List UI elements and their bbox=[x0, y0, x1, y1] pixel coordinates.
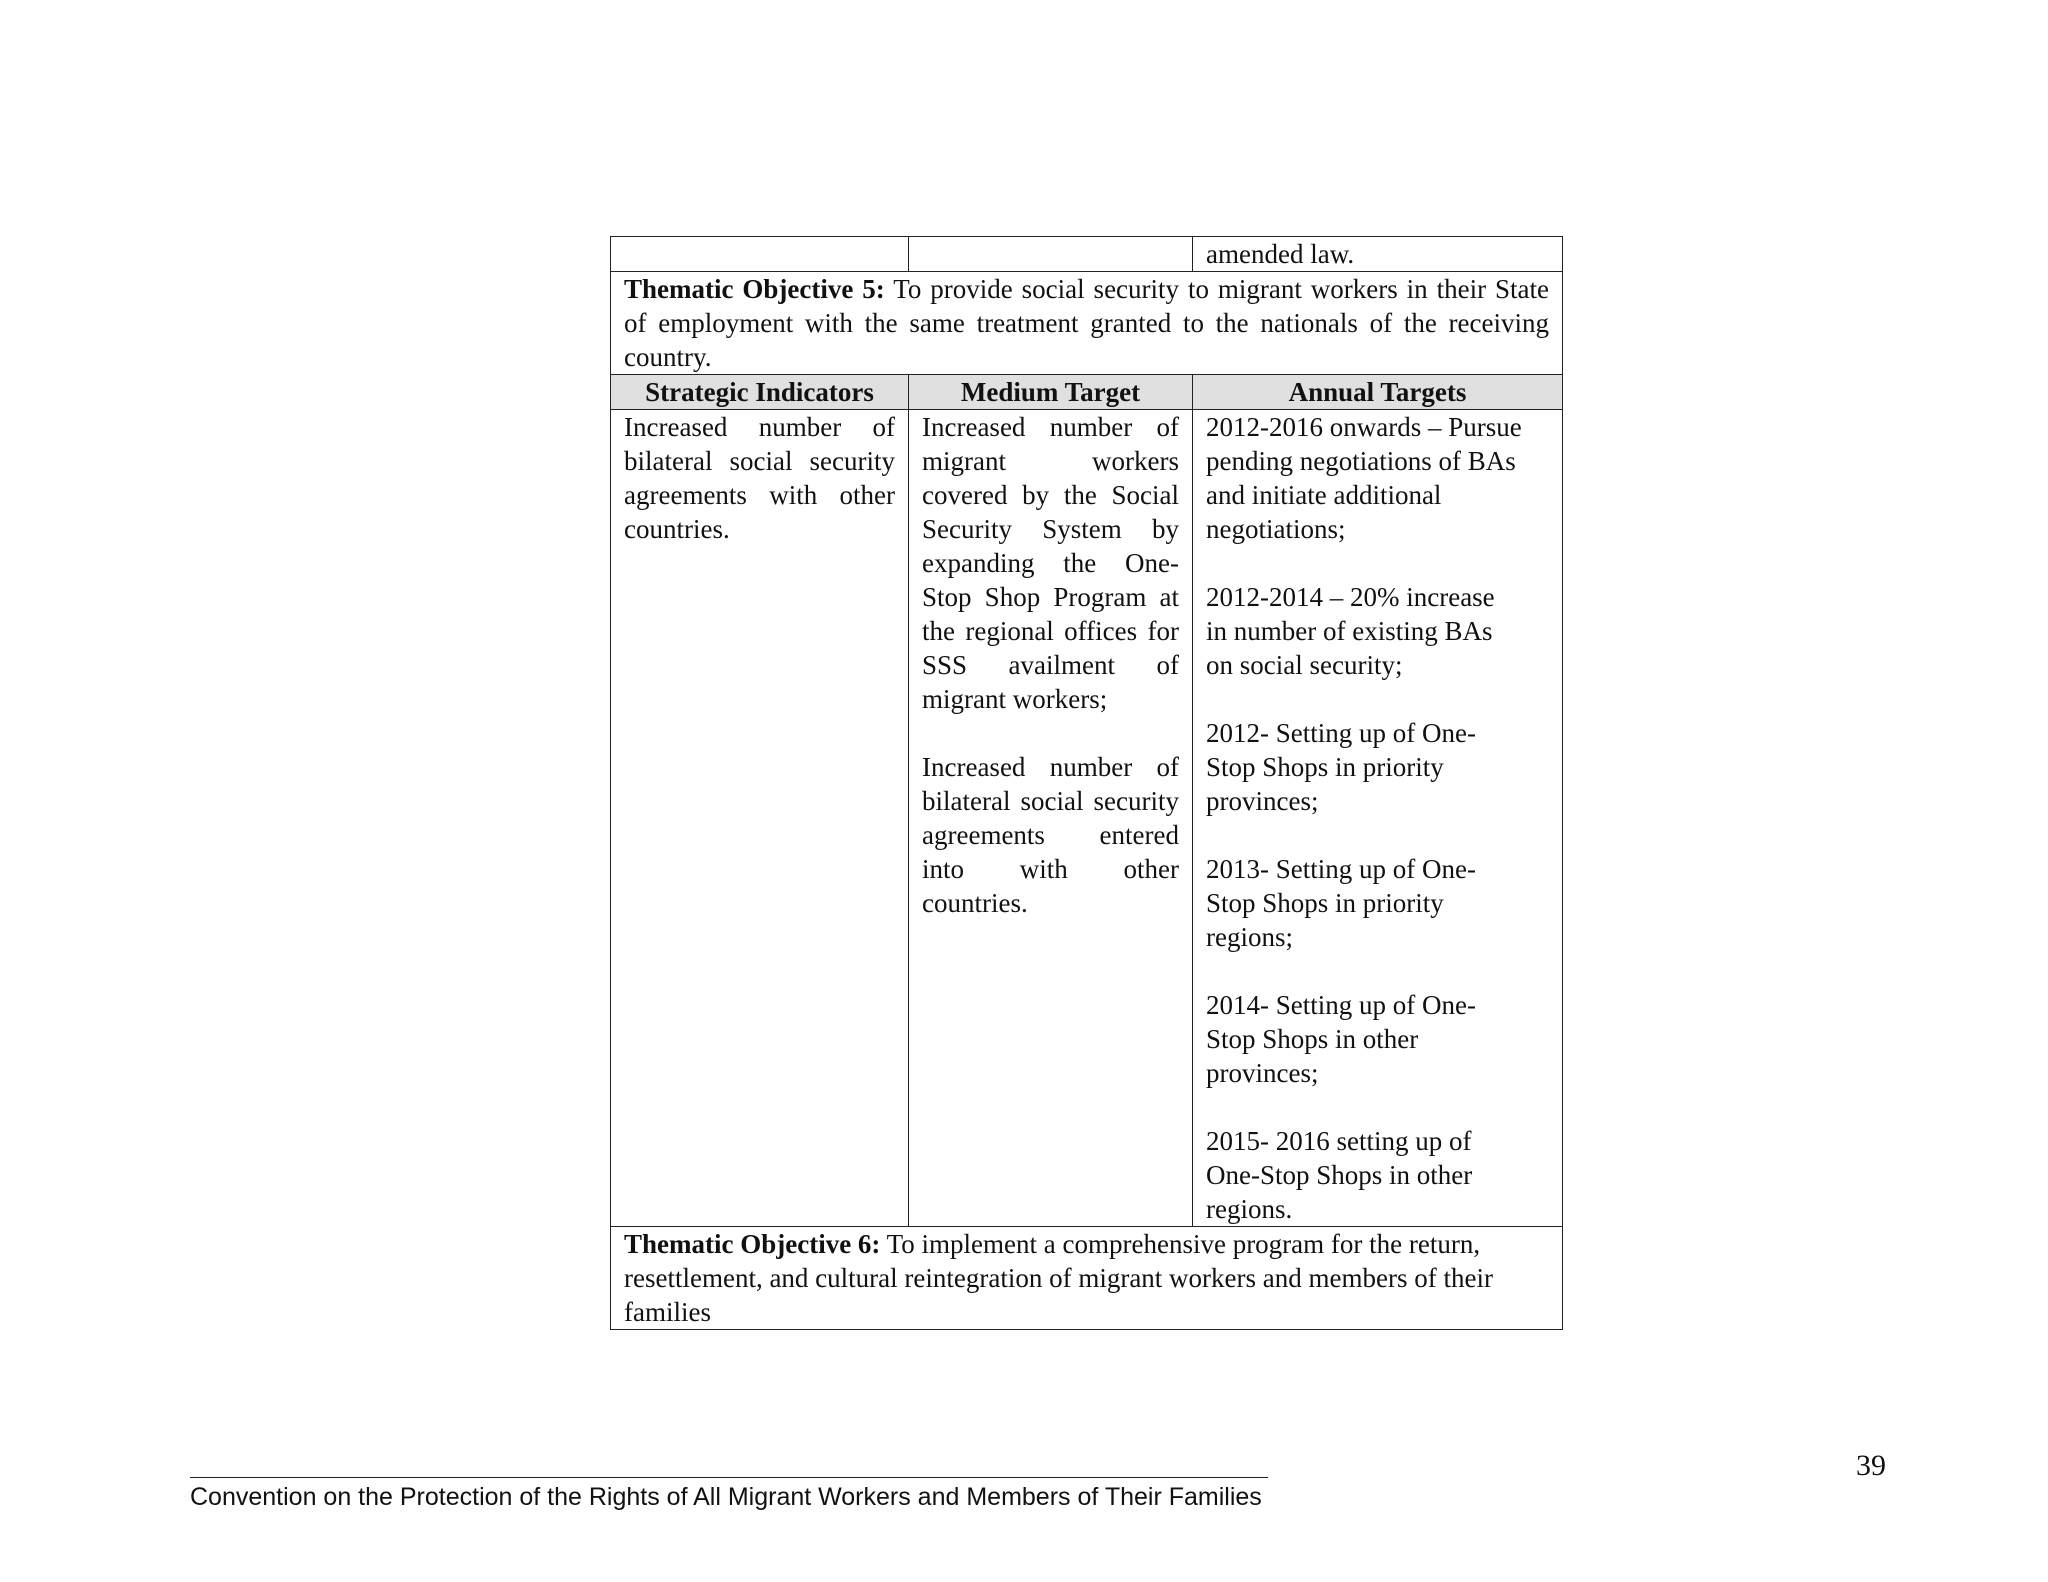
annual-target-item: 2015- 2016 setting up of One-Stop Shops in other regions. bbox=[1206, 1126, 1473, 1224]
table-header-row bbox=[611, 375, 1563, 410]
continuation-cell-3: amended law. bbox=[1193, 237, 1563, 272]
page-number: 39 bbox=[1856, 1449, 1886, 1482]
annual-targets-cell bbox=[1193, 410, 1563, 1227]
continuation-row bbox=[611, 237, 1563, 272]
annual-target-item: 2012-2016 onwards – Pursue pending negotiations of BAs and initiate additional negotiations; bbox=[1206, 412, 1522, 544]
medium-target-item: Increased number of bilateral social security agreements entered into with other countries. bbox=[922, 752, 1179, 918]
objective-6-text: To implement a comprehensive program for the return, resettlement, and cultural reintegration of migrant workers and members of their families bbox=[624, 1229, 1493, 1327]
header-annual-targets: Annual Targets bbox=[1193, 375, 1563, 410]
objective-6-row bbox=[611, 1227, 1563, 1330]
objectives-table bbox=[610, 236, 1563, 1330]
objective-5-row bbox=[611, 272, 1563, 375]
header-strategic-indicators: Strategic Indicators bbox=[611, 375, 909, 410]
footer-title: Convention on the Protection of the Rights of All Migrant Workers and Members of Their Families bbox=[190, 1483, 1262, 1511]
annual-target-item: 2012-2014 – 20% increase in number of existing BAs on social security; bbox=[1206, 582, 1495, 680]
annual-target-item: 2012- Setting up of One-Stop Shops in priority provinces; bbox=[1206, 718, 1476, 816]
header-medium-target: Medium Target bbox=[909, 375, 1193, 410]
objective-6-label: Thematic Objective 6: bbox=[624, 1229, 881, 1259]
table-row bbox=[611, 410, 1563, 1227]
objective-5-cell bbox=[611, 272, 1563, 375]
medium-target-cell bbox=[909, 410, 1193, 1227]
continuation-cell-2 bbox=[909, 237, 1193, 272]
objective-5-text: To provide social security to migrant workers in their State of employment with the same treatment granted to the nationals of the receiving country. bbox=[624, 274, 1550, 372]
medium-target-item: Increased number of migrant workers covered by the Social Security System by expanding the One-Stop Shop Program at the regional offices for SSS availment of migrant workers; bbox=[922, 412, 1179, 714]
strategic-indicator-text: Increased number of bilateral social security agreements with other countries. bbox=[624, 412, 895, 544]
annual-target-item: 2014- Setting up of One-Stop Shops in other provinces; bbox=[1206, 990, 1476, 1088]
annual-target-item: 2013- Setting up of One-Stop Shops in priority regions; bbox=[1206, 854, 1476, 952]
continuation-cell-1 bbox=[611, 237, 909, 272]
objective-5-label: Thematic Objective 5: bbox=[624, 274, 885, 304]
strategic-indicator-cell bbox=[611, 410, 909, 1227]
objective-6-cell bbox=[611, 1227, 1563, 1330]
footer-divider bbox=[190, 1477, 1268, 1478]
